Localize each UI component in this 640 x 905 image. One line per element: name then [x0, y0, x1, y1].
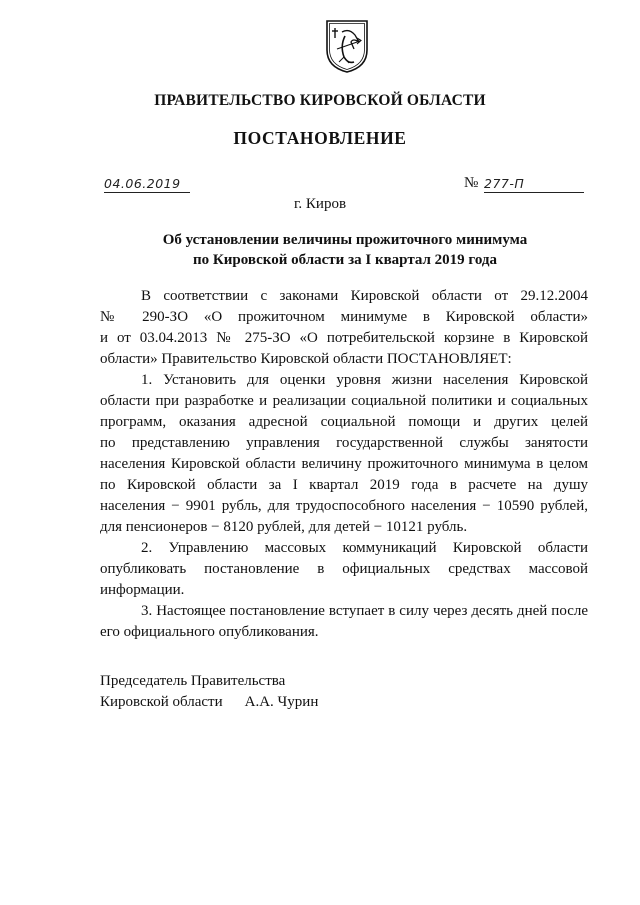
signatory-region: Кировской области: [100, 694, 223, 710]
body-line: программ, оказания адресной социальной помощи и других целей: [100, 414, 588, 430]
document-body: [100, 286, 588, 643]
body-line: 3. Настоящее постановление вступает в силу через десять дней после: [141, 603, 588, 619]
body-line: по Кировской области за I квартал 2019 года в расчете на душу: [100, 477, 588, 493]
body-line: В соответствии с законами Кировской области от 29.12.2004: [141, 288, 588, 304]
body-line: и от 03.04.2013 № 275-ЗО «О потребительской корзине в Кировской: [100, 330, 588, 346]
body-line: информации.: [100, 582, 185, 598]
city: г. Киров: [293, 196, 347, 212]
body-line: 2. Управлению массовых коммуникаций Кировской области: [141, 540, 588, 556]
coat-of-arms-emblem: [324, 18, 370, 74]
document-date: 04.06.2019: [104, 177, 190, 193]
body-line: населения Кировской области величину прожиточного минимума в целом: [100, 456, 588, 472]
body-line: опубликовать постановление в официальных средствах массовой: [100, 561, 588, 577]
body-line: 1. Установить для оценки уровня жизни населения Кировской: [141, 372, 588, 388]
body-line: области» Правительство Кировской области ПОСТАНОВЛЯЕТ:: [100, 351, 512, 367]
body-line: его официального опубликования.: [100, 624, 319, 640]
document-type: ПОСТАНОВЛЕНИЕ: [233, 128, 407, 148]
body-line: области при разработке и реализации социальной политики и социальных: [100, 393, 588, 409]
subject-line: по Кировской области за I квартал 2019 года: [192, 252, 498, 268]
subject-line: Об установлении величины прожиточного минимума: [162, 232, 528, 248]
document-subject: [100, 230, 590, 270]
signatory-line: [100, 692, 318, 713]
item-2-paragraph: [100, 538, 588, 601]
preamble-paragraph: [100, 286, 588, 370]
organization-title: ПРАВИТЕЛЬСТВО КИРОВСКОЙ ОБЛАСТИ: [154, 92, 486, 109]
item-1-paragraph: [100, 370, 588, 538]
body-line: для пенсионеров − 8120 рублей, для детей − 10121 рубль.: [100, 519, 468, 535]
signatory-name: А.А. Чурин: [244, 694, 319, 710]
item-3-paragraph: [100, 601, 588, 643]
signatory-title: Председатель Правительства: [100, 673, 286, 689]
body-line: по представлению управления государственной службы занятости: [100, 435, 588, 451]
document-number: 277-П: [484, 177, 584, 193]
signature-block: [100, 671, 318, 713]
number-sign: №: [464, 175, 479, 191]
body-line: № 290-ЗО «О прожиточном минимуме в Кировской области»: [100, 309, 588, 325]
body-line: населения − 9901 рубль, для трудоспособного населения − 10590 рублей,: [100, 498, 588, 514]
